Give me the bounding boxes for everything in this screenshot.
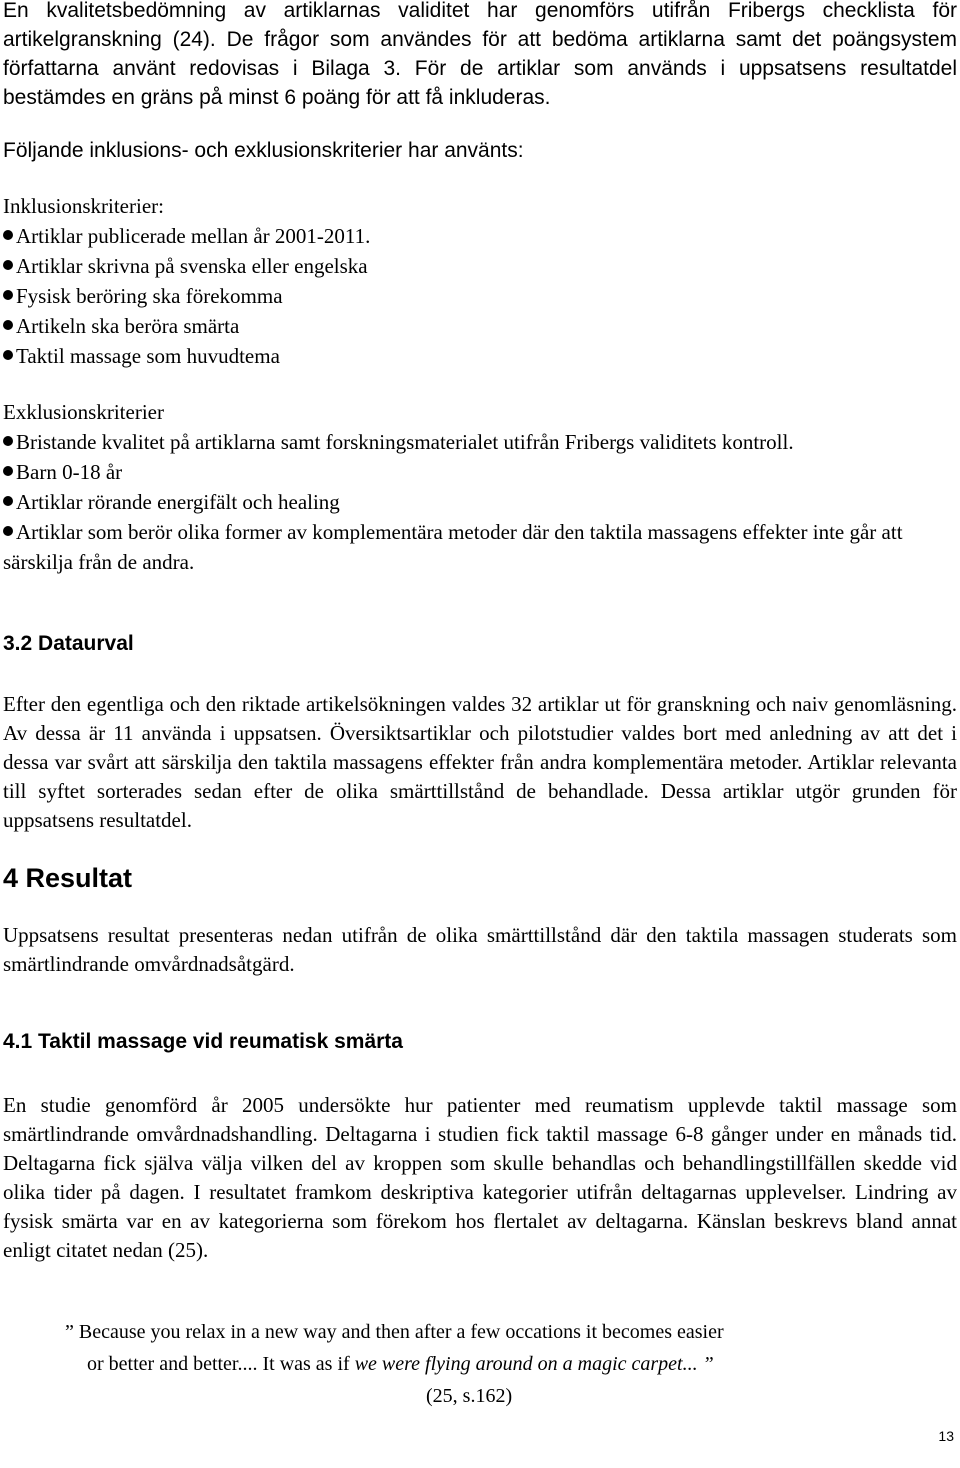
bullet-icon [3,436,13,446]
bullet-icon [3,290,13,300]
exclusion-heading: Exklusionskriterier [3,400,164,424]
quote-line [3,1348,957,1380]
section-title: 4.1 Taktil massage vid reumatisk smärta [3,1030,403,1053]
page-number: 13 [938,1428,954,1444]
intro-section [3,0,957,112]
bullet-icon [3,526,13,536]
quote-line [3,1316,957,1348]
quote-text-italic: we were flying around on a magic carpet... [354,1353,698,1375]
section-4-1-heading [3,1030,957,1054]
exclusion-item: Bristande kvalitet på artiklarna samt forskningsmaterialet utifrån Fribergs validitets kontroll. [3,427,957,457]
quote-text: or better and better.... It was as if [87,1353,355,1375]
bullet-icon [3,320,13,330]
inclusion-heading: Inklusionskriterier: [3,194,164,218]
section-title: 3.2 Dataurval [3,632,134,655]
bullet-icon [3,350,13,360]
section-paragraph: En studie genomförd år 2005 undersökte hur patienter med reumatism upplevde taktil massage som smärtlindrande omvårdnadshandling. Deltagarna i studien fick taktil massage 6-8 gånger under en månads tid. Deltagarna fick själva välja vilken del av kroppen som skulle behandlas och behandlingstillfällen skedde vid olika tider på dagen. I resultatet framkom deskriptiva kategorier utifrån deltagarnas upplevelser. Lindring av fysisk smärta var en av kategorierna som förekom hos flertalet av deltagarna. Känslan beskrevs bland annat enligt citatet nedan (25). [3,1093,957,1262]
inclusion-criteria [3,191,957,371]
inclusion-item: Artiklar skrivna på svenska eller engelska [3,251,957,281]
section-4-heading [3,863,957,894]
inclusion-item: Artikeln ska beröra smärta [3,311,957,341]
section-paragraph: Efter den egentliga och den riktade artikelsökningen valdes 32 artiklar ut för granskning och naiv genomläsning. Av dessa är 11 använda i uppsatsen. Översiktsartiklar och pilotstudier valdes bort med anledning av att det i dessa var svårt att särskilja den taktila massagens effekter från andra komplementära metoder. Artiklar relevanta till syftet sorterades sedan efter de olika smärttillstånd de behandlade. Dessa artiklar utgör grunden för uppsatsens resultatdel. [3,692,957,832]
section-title: 4 Resultat [3,863,133,893]
inclusion-item: Artiklar publicerade mellan år 2001-2011. [3,221,957,251]
inclusion-item: Taktil massage som huvudtema [3,341,957,371]
section-3-2-heading [3,632,957,656]
quote-open-mark: ” [65,1321,74,1343]
bullet-icon [3,466,13,476]
bullet-icon [3,230,13,240]
section-4-1-body [3,1091,957,1265]
section-paragraph: Uppsatsens resultat presenteras nedan utifrån de olika smärttillstånd där den taktila massagen studerats som smärtlindrande omvårdnadsåtgärd. [3,923,957,976]
criteria-intro-text: Följande inklusions- och exklusionskriterier har använts: [3,139,524,162]
quote-close-mark: ” [702,1353,714,1375]
bullet-icon [3,496,13,506]
section-3-2-body [3,690,957,835]
bullet-icon [3,260,13,270]
quote-block [3,1316,957,1412]
exclusion-item: Barn 0-18 år [3,457,957,487]
exclusion-item: Artiklar rörande energifält och healing [3,487,957,517]
criteria-intro [3,136,957,166]
section-4-body [3,921,957,979]
exclusion-criteria [3,397,957,577]
intro-paragraph: En kvalitetsbedömning av artiklarnas validitet har genomförs utifrån Fribergs checklista för artikelgranskning (24). De frågor som användes för att bedöma artiklarna samt det poängsystem författarna använt redovisas i Bilaga 3. För de artiklar som används i uppsatsens resultatdel bestämdes en gräns på minst 6 poäng för att få inkluderas. [3,0,957,109]
exclusion-item: Artiklar som berör olika former av komplementära metoder där den taktila massagens effekter inte går att särskilja från de andra. [3,520,903,574]
quote-text: Because you relax in a new way and then after a few occations it becomes easier [78,1321,724,1343]
inclusion-item: Fysisk beröring ska förekomma [3,281,957,311]
quote-citation: (25, s.162) [426,1385,513,1407]
